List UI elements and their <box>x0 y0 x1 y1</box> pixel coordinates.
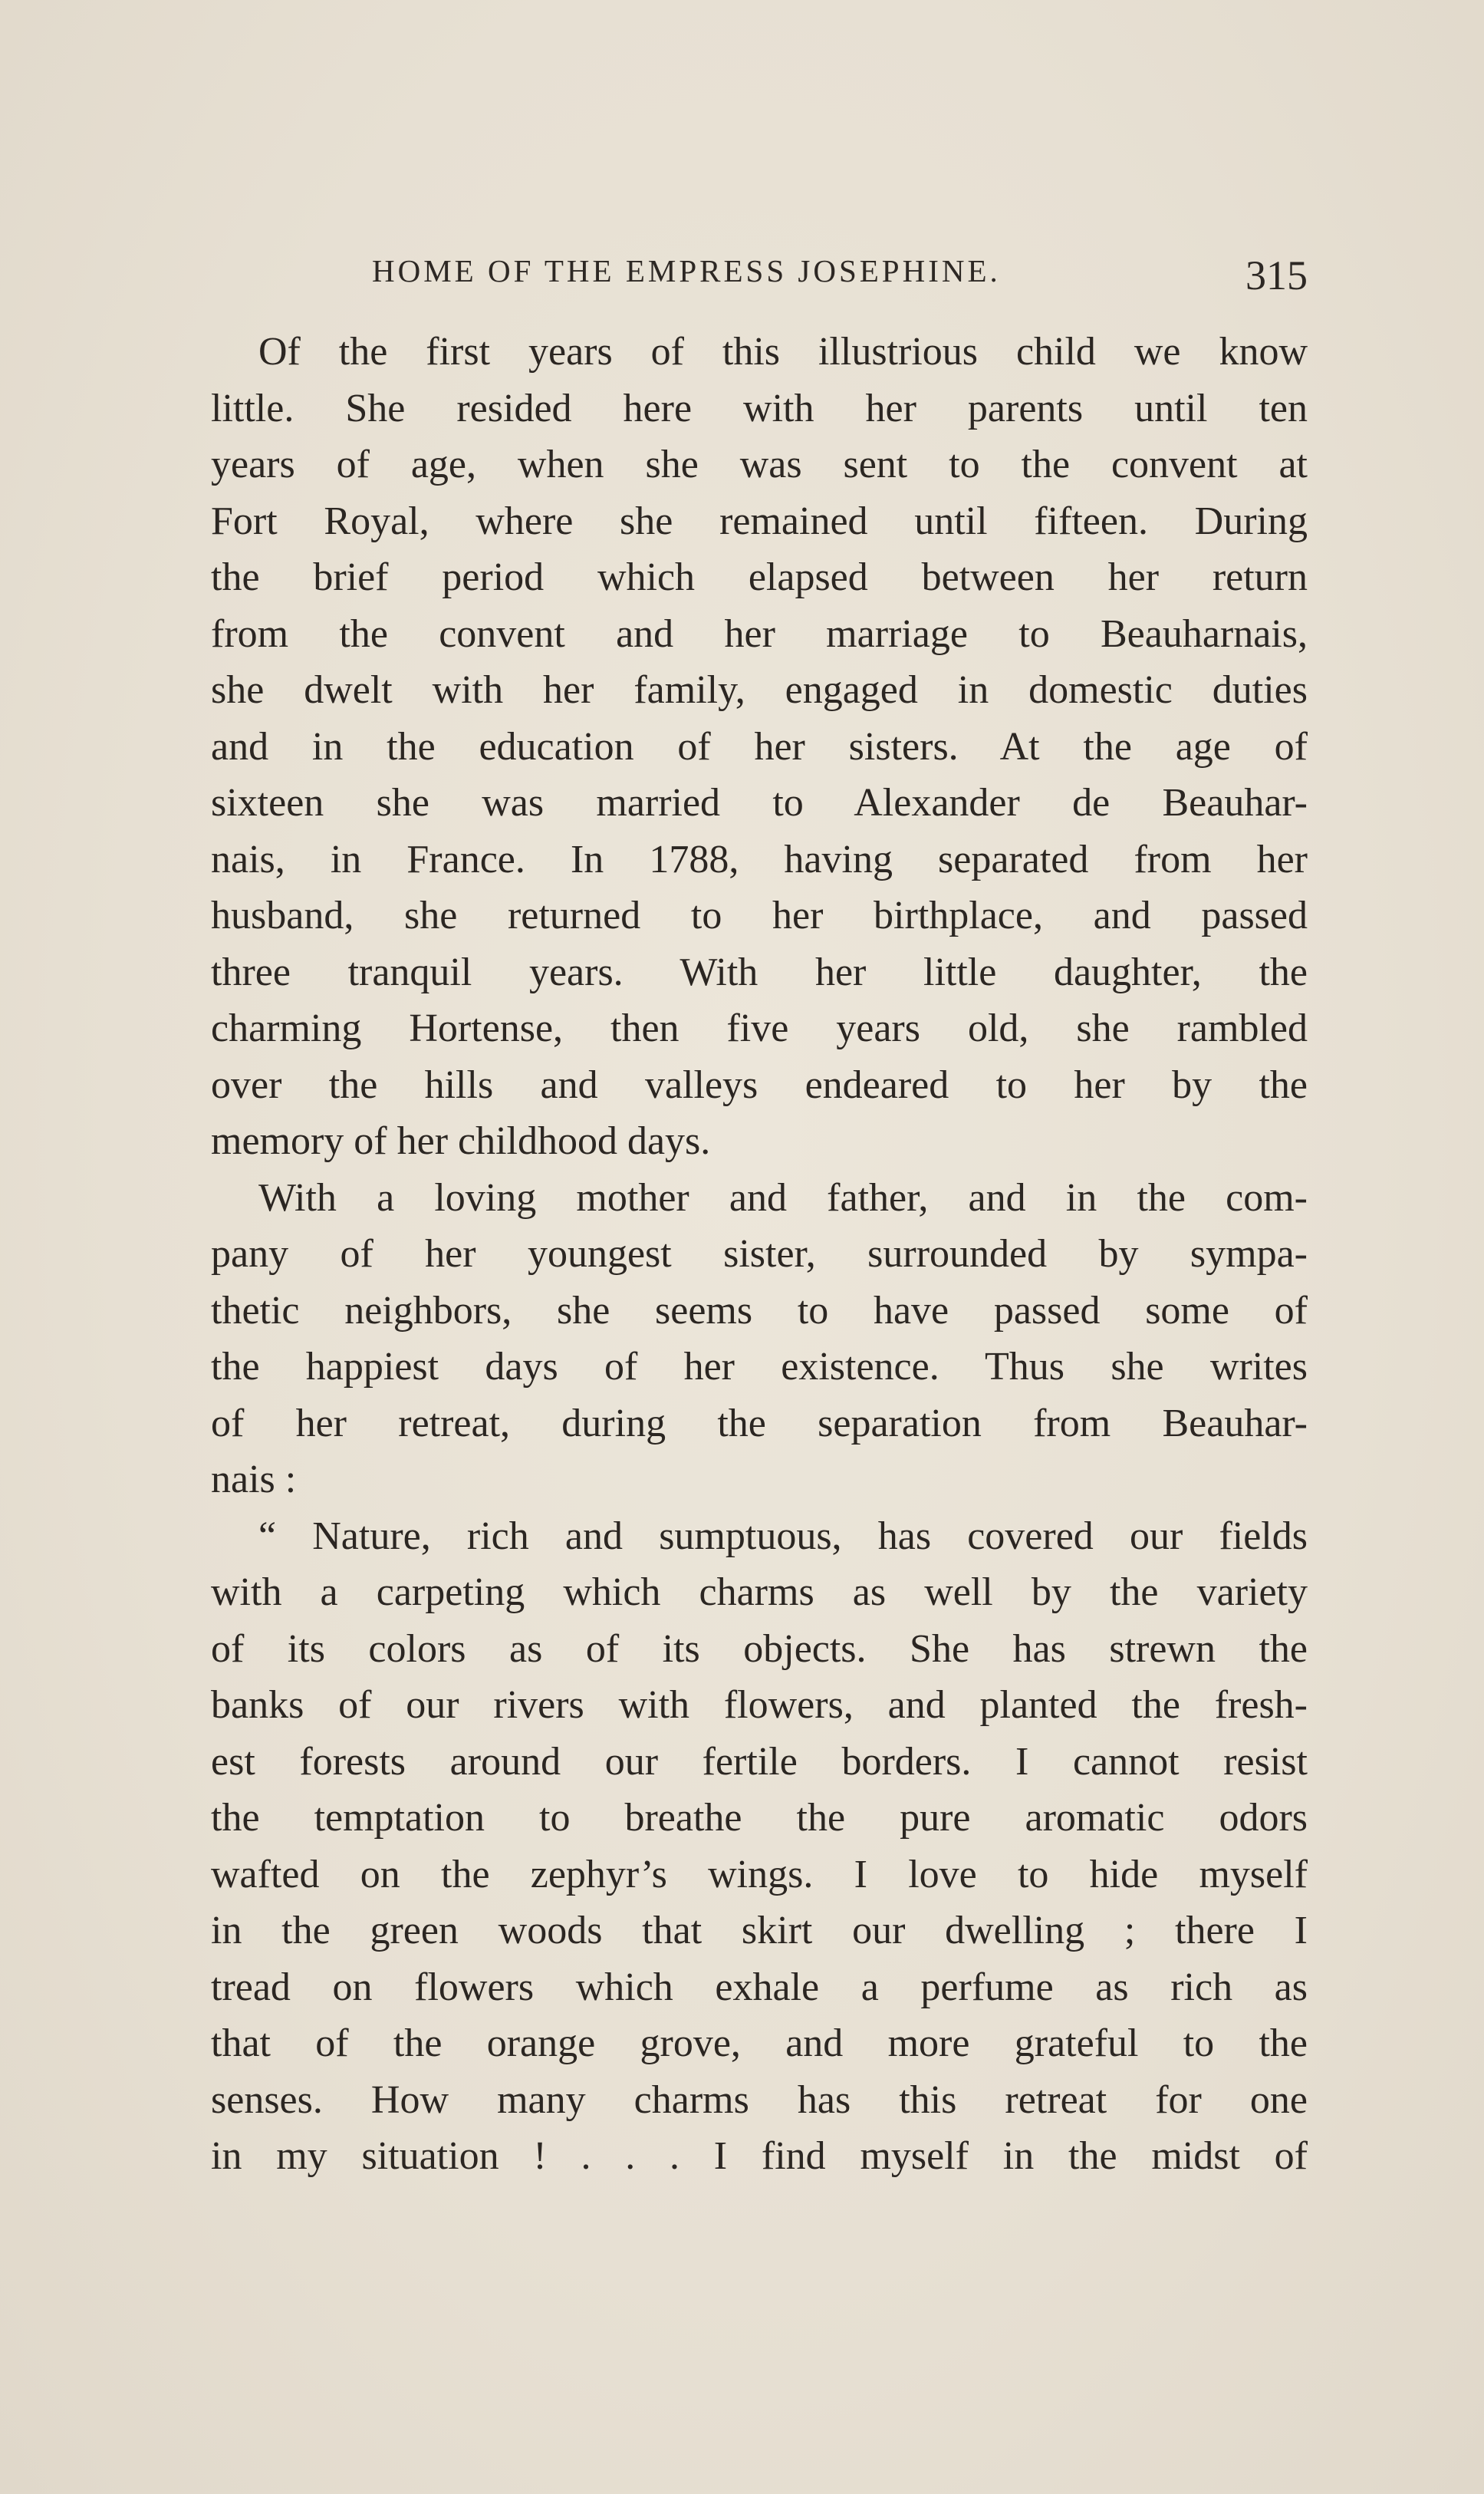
text-line: that of the orange grove, and more grateful to the <box>211 2021 1308 2065</box>
text-line: With a loving mother and father, and in the com- <box>258 1175 1308 1220</box>
text-line: Fort Royal, where she remained until fifteen. During <box>211 499 1308 543</box>
text-line: she dwelt with her family, engaged in domestic duties <box>211 668 1308 712</box>
text-line: memory of her childhood days. <box>211 1119 711 1163</box>
text-line: and in the education of her sisters. At the age of <box>211 724 1308 769</box>
text-line: over the hills and valleys endeared to her by the <box>211 1063 1308 1107</box>
text-line: pany of her youngest sister, surrounded by sympa- <box>211 1232 1308 1276</box>
page-number: 315 <box>1245 252 1308 298</box>
text-line: “ Nature, rich and sumptuous, has covered our fields <box>258 1514 1308 1558</box>
text-line: banks of our rivers with flowers, and planted the fresh- <box>211 1683 1308 1727</box>
text-line: est forests around our fertile borders. I cannot resist <box>211 1739 1308 1784</box>
text-line: husband, she returned to her birthplace, and passed <box>211 894 1308 937</box>
text-line: tread on flowers which exhale a perfume as rich as <box>211 1965 1308 2009</box>
text-line: of her retreat, during the separation from Beauhar- <box>211 1401 1308 1445</box>
text-line: three tranquil years. With her little daughter, the <box>211 950 1308 994</box>
text-line: nais, in France. In 1788, having separated from her <box>211 837 1308 881</box>
body-text <box>211 324 1308 2185</box>
running-head: HOME OF THE EMPRESS JOSEPHINE. <box>372 253 1001 288</box>
text-line: nais : <box>211 1458 297 1501</box>
text-line: the brief period which elapsed between her return <box>211 555 1308 599</box>
text-line: thetic neighbors, she seems to have passed some of <box>211 1288 1308 1333</box>
text-line: in my situation ! . . . I find myself in the midst of <box>211 2134 1308 2178</box>
text-line: the happiest days of her existence. Thus she writes <box>211 1345 1308 1389</box>
text-line: wafted on the zephyr’s wings. I love to hide myself <box>211 1852 1308 1896</box>
page-header <box>211 244 1308 298</box>
text-line: years of age, when she was sent to the convent at <box>211 443 1308 486</box>
text-line: charming Hortense, then five years old, she rambled <box>211 1006 1308 1050</box>
text-line: senses. How many charms has this retreat for one <box>211 2077 1308 2122</box>
text-line: the temptation to breathe the pure aromatic odors <box>211 1796 1308 1840</box>
text-line: little. She resided here with her parents until ten <box>211 386 1308 430</box>
text-line: from the convent and her marriage to Beauharnais, <box>211 611 1308 656</box>
text-line: Of the first years of this illustrious child we know <box>258 330 1308 374</box>
text-line: of its colors as of its objects. She has strewn the <box>211 1626 1308 1671</box>
text-line: in the green woods that skirt our dwelling ; there I <box>211 1909 1308 1952</box>
text-line: with a carpeting which charms as well by the variety <box>211 1570 1308 1614</box>
text-line: sixteen she was married to Alexander de Beauhar- <box>211 781 1308 825</box>
